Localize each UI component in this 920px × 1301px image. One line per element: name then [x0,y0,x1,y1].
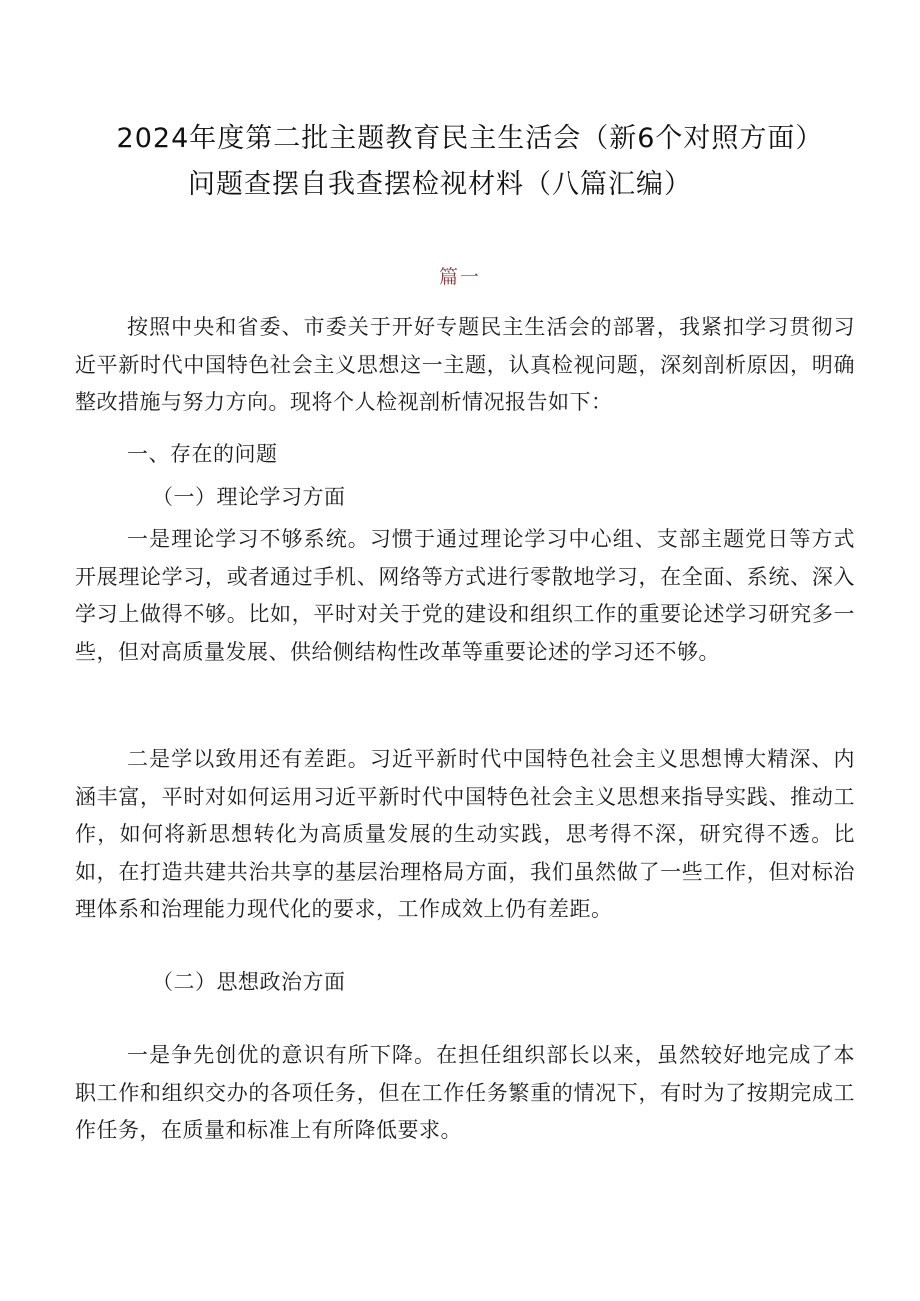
intro-paragraph: 按照中央和省委、市委关于开好专题民主生活会的部署，我紧扣学习贯彻习近平新时代中国特色社会主义思想这一主题，认真检视问题，深刻剖析原因，明确整改措施与努力方向。现将个人检视剖析情况报告如下： [75,315,855,414]
section-label: 篇一 [438,266,481,288]
subheading-theory-study: （一）理论学习方面 [152,485,346,509]
paragraph-theory-1: 一是理论学习不够系统。习惯于通过理论学习中心组、支部主题党日等方式开展理论学习，或者通过手机、网络等方式进行零散地学习，在全面、系统、深入学习上做得不够。比如，平时对关于党的建设和组织工作的重要论述学习研究多一些，但对高质量发展、供给侧结构性改革等重要论述的学习还不够。 [75,527,855,664]
heading-existing-problems: 一、存在的问题 [127,442,278,466]
paragraph-theory-2: 二是学以致用还有差距。习近平新时代中国特色社会主义思想博大精深、内涵丰富，平时对如何运用习近平新时代中国特色社会主义思想来指导实践、推动工作，如何将新思想转化为高质量发展的生动实践，思考得不深，研究得不透。比如，在打造共建共治共享的基层治理格局方面，我们虽然做了一些工作，但对标治理体系和治理能力现代化的要求，工作成效上仍有差距。 [75,747,855,921]
document-title-line-1: 2024年度第二批主题教育民主生活会（新6个对照方面） [116,123,824,154]
subheading-ideology-politics: （二）思想政治方面 [152,970,346,994]
document-title-line-2: 问题查摆自我查摆检视材料（八篇汇编） [188,169,692,200]
paragraph-politics-1: 一是争先创优的意识有所下降。在担任组织部长以来，虽然较好地完成了本职工作和组织交办的各项任务，但在工作任务繁重的情况下，有时为了按期完成工作任务，在质量和标准上有所降低要求。 [75,1043,855,1142]
